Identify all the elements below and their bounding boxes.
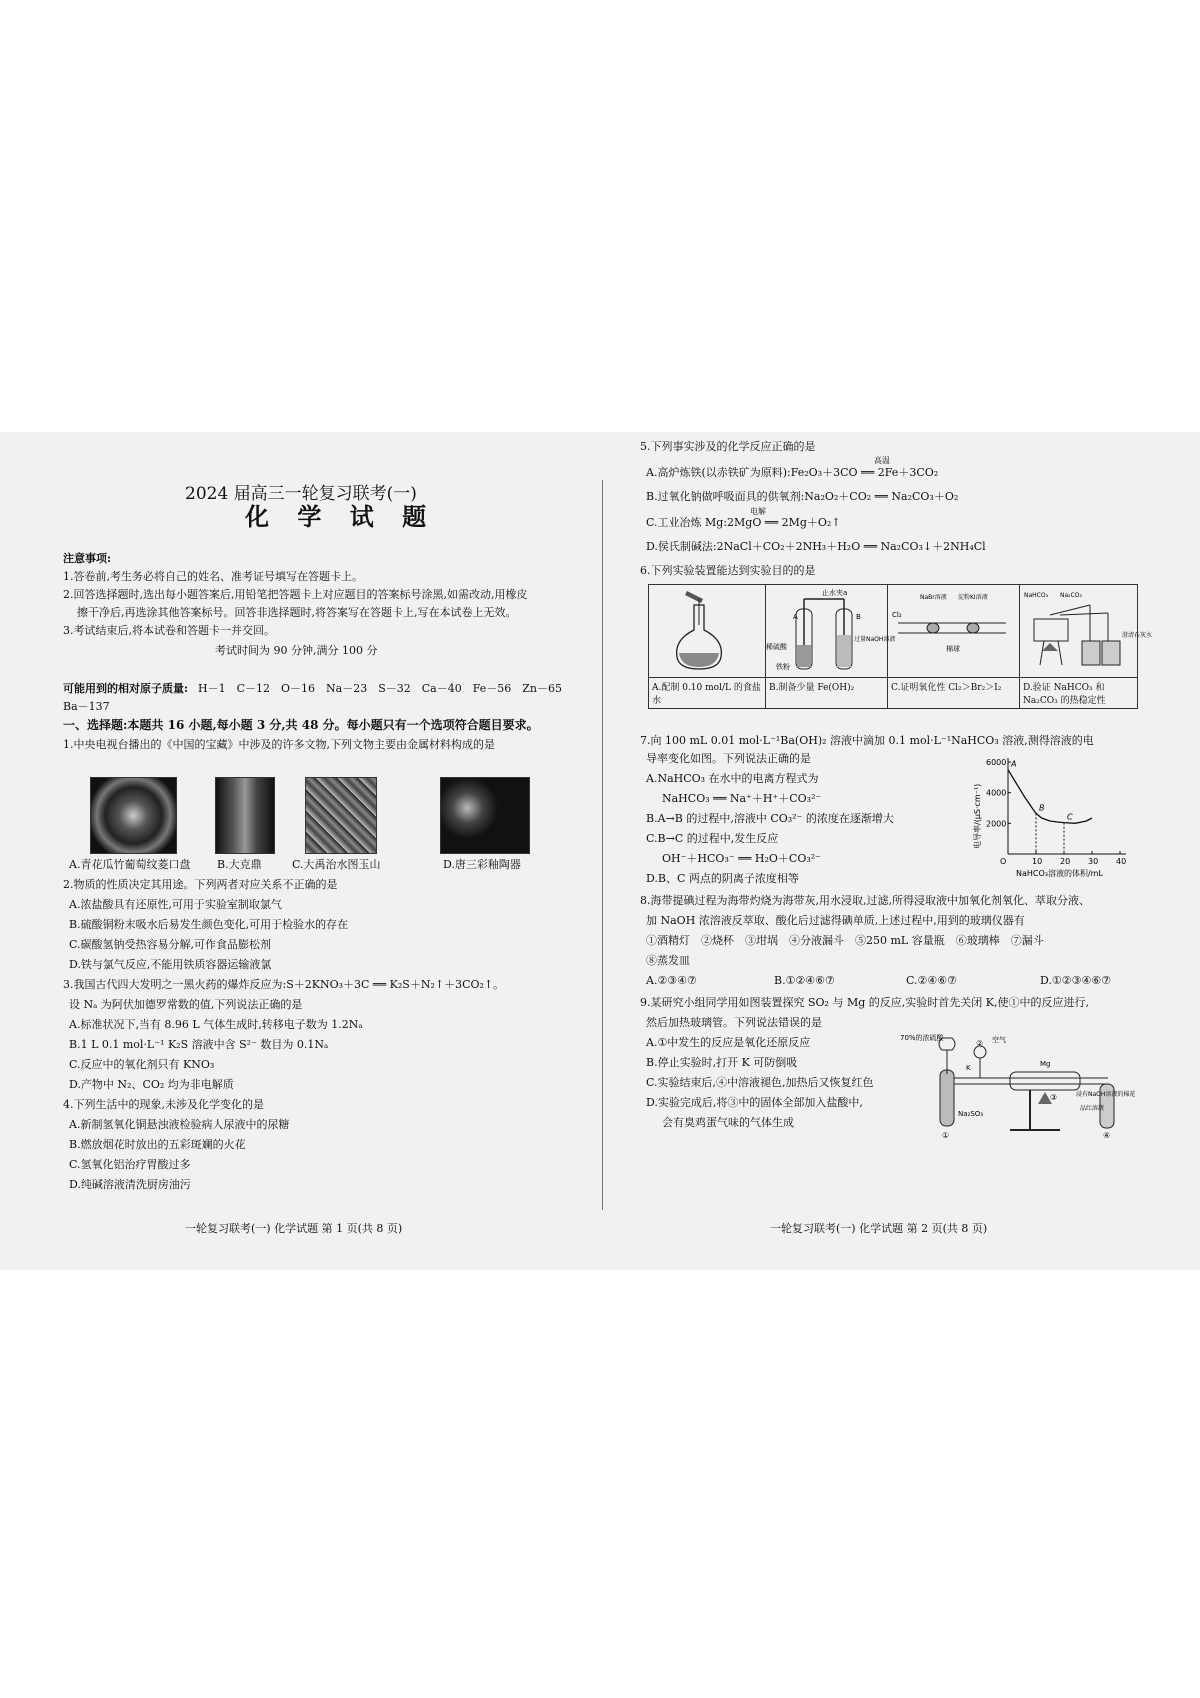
q5-option: B.过氧化钠做呼吸面具的供氧剂:Na₂O₂＋CO₂ ══ Na₂CO₃＋O₂ bbox=[646, 490, 959, 503]
question-8-d: ⑧蒸发皿 bbox=[646, 954, 690, 967]
q3-option: A.标准状况下,当有 8.96 L 气体生成时,转移电子数为 1.2Nₐ bbox=[69, 1018, 363, 1031]
acid-label-9: 70%的浓硫酸 bbox=[900, 1034, 944, 1042]
notice-line: 2.回答选择题时,选出每小题答案后,用铅笔把答题卡上对应题目的答案标号涂黑,如需改动,用橡皮 bbox=[63, 588, 528, 601]
chart-points bbox=[1010, 760, 1073, 854]
point-label: C bbox=[1067, 812, 1073, 822]
question-2: 2.物质的性质决定其用途。下列两者对应关系不正确的是 bbox=[63, 878, 338, 891]
q5-condition-c: 电解 bbox=[750, 507, 766, 516]
notice-line: 擦干净后,再选涂其他答案标号。回答非选择题时,将答案写在答题卡上,写在本试卷上无效。 bbox=[77, 606, 517, 619]
apparatus-d bbox=[1020, 585, 1153, 678]
apparatus-table bbox=[648, 584, 1153, 709]
chart-axes bbox=[1008, 758, 1126, 854]
chart-x-label: NaHCO₃溶液的体积/mL bbox=[1016, 869, 1103, 878]
y-tick-label: 4000 bbox=[986, 788, 1007, 798]
question-9: 9.某研究小组同学用如图装置探究 SO₂ 与 Mg 的反应,实验时首先关闭 K,使①中的反应进行, bbox=[640, 996, 1089, 1009]
notice-line: 3.考试结束后,将本试卷和答题卡一并交回。 bbox=[63, 624, 275, 637]
apparatus-a bbox=[649, 585, 766, 678]
num-1: ① bbox=[942, 1131, 950, 1140]
q7-option: OH⁻＋HCO₃⁻ ══ H₂O＋CO₃²⁻ bbox=[662, 852, 821, 865]
q7-option: A.NaHCO₃ 在水中的电离方程式为 bbox=[646, 772, 819, 785]
q3-option: B.1 L 0.1 mol·L⁻¹ K₂S 溶液中含 S²⁻ 数目为 0.1Nₐ bbox=[69, 1038, 329, 1051]
subject-title: 化 学 试 题 bbox=[245, 502, 437, 531]
q1-option: B.大克鼎 bbox=[217, 858, 262, 871]
question-7-b: 导率变化如图。下列说法正确的是 bbox=[646, 752, 811, 765]
num-3: ③ bbox=[1050, 1093, 1058, 1102]
y-tick-label: 6000 bbox=[986, 758, 1007, 767]
question-5: 5.下列事实涉及的化学反应正确的是 bbox=[640, 440, 816, 453]
iron-label: 铁粉 bbox=[776, 663, 790, 671]
q5-condition-a: 高温 bbox=[874, 456, 890, 465]
q4-option: C.氢氧化铝治疗胃酸过多 bbox=[69, 1158, 191, 1171]
notice-line: 1.答卷前,考生务必将自己的姓名、准考证号填写在答题卡上。 bbox=[63, 570, 363, 583]
question-7: 7.向 100 mL 0.01 mol·L⁻¹Ba(OH)₂ 溶液中滴加 0.1 mol·L⁻¹NaHCO₃ 溶液,测得溶液的电 bbox=[640, 734, 1094, 747]
section-heading: 一、选择题:本题共 16 小题,每小题 3 分,共 48 分。每小题只有一个选项符合题目要求。 bbox=[63, 718, 539, 732]
q2-option: C.碳酸氢钠受热容易分解,可作食品膨松剂 bbox=[69, 938, 272, 951]
exam-title: 2024 届高三一轮复习联考(一) bbox=[185, 484, 417, 504]
pinhong-label: 品红溶液 bbox=[1080, 1105, 1105, 1112]
q1-option: A.青花瓜竹葡萄纹菱口盘 bbox=[69, 858, 191, 871]
apparatus-b bbox=[766, 585, 896, 678]
porcelain-plate-photo bbox=[90, 777, 177, 854]
atomic-masses-2: Ba－137 bbox=[63, 700, 110, 713]
x-tick-label: 30 bbox=[1088, 857, 1099, 866]
clamp-label: 止水夹a bbox=[822, 589, 848, 597]
q5-option: D.侯氏制碱法:2NaCl＋CO₂＋2NH₃＋H₂O ══ Na₂CO₃↓＋2NH₄Cl bbox=[646, 540, 986, 553]
num-4: ④ bbox=[1103, 1131, 1111, 1140]
question-6: 6.下列实验装置能达到实验目的的是 bbox=[640, 564, 816, 577]
jade-mountain-photo bbox=[305, 777, 377, 854]
q8-option: D.①②③④⑥⑦ bbox=[1040, 974, 1112, 987]
thermal-stability-icon bbox=[1020, 585, 1153, 673]
naoh-label: 过量NaOH溶液 bbox=[854, 636, 896, 643]
q8-option: B.①②④⑥⑦ bbox=[774, 974, 835, 987]
acid-label: 稀硫酸 bbox=[766, 643, 787, 651]
nabr-label: NaBr溶液 bbox=[920, 594, 947, 601]
limewater-label: 澄清石灰水 bbox=[1122, 632, 1153, 639]
q5-option: C.工业冶炼 Mg:2MgO ══ 2Mg＋O₂↑ bbox=[646, 516, 841, 529]
halogen-tube-icon bbox=[888, 585, 1013, 673]
question-9-b: 然后加热玻璃管。下列说法错误的是 bbox=[646, 1016, 822, 1029]
na2so3-label: Na₂SO₃ bbox=[958, 1110, 984, 1118]
exam-sheet bbox=[0, 432, 1200, 1270]
question-8-c: ①酒精灯 ②烧杯 ③坩埚 ④分液漏斗 ⑤250 mL 容量瓶 ⑥玻璃棒 ⑦漏斗 bbox=[646, 934, 1044, 947]
q1-option: D.唐三彩釉陶器 bbox=[443, 858, 521, 871]
atomic-mass-label: 可能用到的相对原子质量: bbox=[63, 682, 189, 695]
q5-option: A.高炉炼铁(以赤铁矿为原料):Fe₂O₃＋3CO ══ 2Fe＋3CO₂ bbox=[646, 466, 939, 479]
bronze-ding-photo bbox=[215, 777, 275, 854]
conductivity-curve bbox=[1008, 770, 1092, 824]
q6-option: B.制备少量 Fe(OH)₂ bbox=[766, 678, 888, 709]
q9-option: 会有臭鸡蛋气味的气体生成 bbox=[662, 1116, 794, 1129]
question-1: 1.中央电视台播出的《中国的宝藏》中涉及的许多文物,下列文物主要由金属材料构成的是 bbox=[63, 738, 495, 751]
feoh2-setup-icon bbox=[766, 585, 896, 673]
page-footer: 一轮复习联考(一) 化学试题 第 1 页(共 8 页) bbox=[185, 1222, 403, 1235]
q4-option: A.新制氢氧化铜悬浊液检验病人尿液中的尿糖 bbox=[69, 1118, 290, 1131]
num-2: ② bbox=[976, 1039, 984, 1048]
q9-option: C.实验结束后,④中溶液褪色,加热后又恢复红色 bbox=[646, 1076, 874, 1089]
k-label: K bbox=[966, 1064, 971, 1072]
column-divider bbox=[602, 480, 603, 1210]
nahco3-label: NaHCO₃ bbox=[1024, 592, 1048, 599]
na2co3-label: Na₂CO₃ bbox=[1060, 592, 1082, 599]
air-label: 空气 bbox=[992, 1036, 1006, 1044]
atomic-masses: H－1 C－12 O－16 Na－23 S－32 Ca－40 Fe－56 Zn－65 bbox=[198, 682, 562, 695]
x-tick-label: 20 bbox=[1060, 857, 1071, 866]
point-label: A bbox=[1011, 759, 1017, 769]
x-tick-label: 40 bbox=[1116, 857, 1127, 866]
q7-option: D.B、C 两点的阴离子浓度相等 bbox=[646, 872, 799, 885]
q7-option: B.A→B 的过程中,溶液中 CO₃²⁻ 的浓度在逐渐增大 bbox=[646, 812, 894, 825]
cotton-label: 棉球 bbox=[946, 645, 960, 653]
time-line: 考试时间为 90 分钟,满分 100 分 bbox=[215, 644, 378, 657]
q3-option: C.反应中的氧化剂只有 KNO₃ bbox=[69, 1058, 215, 1071]
q2-option: D.铁与氯气反应,不能用铁质容器运输液氯 bbox=[69, 958, 272, 971]
conductivity-chart bbox=[970, 754, 1140, 884]
question-8: 8.海带提碘过程为海带灼烧为海带灰,用水浸取,过滤,所得浸取液中加氧化剂氧化、萃取分液、 bbox=[640, 894, 1090, 907]
q2-option: B.硫酸铜粉末吸水后易发生颜色变化,可用于检验水的存在 bbox=[69, 918, 349, 931]
q4-option: B.燃放烟花时放出的五彩斑斓的火花 bbox=[69, 1138, 246, 1151]
q7-option: C.B→C 的过程中,发生反应 bbox=[646, 832, 779, 845]
q1-option: C.大禹治水图玉山 bbox=[292, 858, 381, 871]
question-3-b: 设 Nₐ 为阿伏加德罗常数的值,下列说法正确的是 bbox=[69, 998, 303, 1011]
so2-mg-apparatus-icon bbox=[900, 1030, 1136, 1140]
page-2 bbox=[640, 432, 1160, 1270]
cl2-label: Cl₂ bbox=[892, 611, 902, 619]
tube-a-label: A bbox=[793, 613, 798, 621]
chart-y-label: 电导率/(μS·cm⁻¹) bbox=[973, 783, 982, 849]
q9-option: A.①中发生的反应是氧化还原反应 bbox=[646, 1036, 811, 1049]
ki-label: 淀粉KI溶液 bbox=[958, 594, 988, 601]
question-3: 3.我国古代四大发明之一黑火药的爆炸反应为:S＋2KNO₃＋3C ══ K₂S＋N₂↑＋3CO₂↑。 bbox=[63, 978, 505, 991]
x-tick-label: 10 bbox=[1032, 857, 1043, 866]
page-footer: 一轮复习联考(一) 化学试题 第 2 页(共 8 页) bbox=[770, 1222, 988, 1235]
q6-option: A.配制 0.10 mol/L 的食盐水 bbox=[649, 678, 766, 709]
volumetric-flask-icon bbox=[649, 585, 759, 673]
q7-option: NaHCO₃ ══ Na⁺＋H⁺＋CO₃²⁻ bbox=[662, 792, 822, 805]
q3-option: D.产物中 N₂、CO₂ 均为非电解质 bbox=[69, 1078, 234, 1091]
q8-option: A.②③④⑦ bbox=[646, 974, 697, 987]
y-tick-label: 2000 bbox=[986, 819, 1007, 829]
chart-ticks bbox=[986, 758, 1126, 866]
page-1 bbox=[55, 432, 595, 1270]
mg-label: Mg bbox=[1040, 1060, 1051, 1068]
q6-option: D.验证 NaHCO₃ 和 Na₂CO₃ 的热稳定性 bbox=[1020, 678, 1138, 709]
q2-option: A.浓盐酸具有还原性,可用于实验室制取氯气 bbox=[69, 898, 282, 911]
question-8-b: 加 NaOH 浓溶液反萃取、酸化后过滤得碘单质,上述过程中,用到的玻璃仪器有 bbox=[646, 914, 1025, 927]
cotton-naoh-label: 浸有NaOH溶液的棉花 bbox=[1076, 1091, 1136, 1098]
tang-sancai-photo bbox=[440, 777, 530, 854]
q4-option: D.纯碱溶液清洗厨房油污 bbox=[69, 1178, 191, 1191]
tube-b-label: B bbox=[856, 613, 861, 621]
point-label: B bbox=[1039, 803, 1045, 813]
q6-option: C.证明氧化性 Cl₂＞Br₂＞I₂ bbox=[888, 678, 1020, 709]
apparatus-c bbox=[888, 585, 1020, 678]
notice-header: 注意事项: bbox=[63, 552, 112, 565]
q8-option: C.②④⑥⑦ bbox=[906, 974, 957, 987]
q9-option: B.停止实验时,打开 K 可防倒吸 bbox=[646, 1056, 798, 1069]
question-4: 4.下列生活中的现象,未涉及化学变化的是 bbox=[63, 1098, 264, 1111]
chart-origin-label: O bbox=[1000, 857, 1007, 866]
q9-option: D.实验完成后,将③中的固体全部加入盐酸中, bbox=[646, 1096, 863, 1109]
